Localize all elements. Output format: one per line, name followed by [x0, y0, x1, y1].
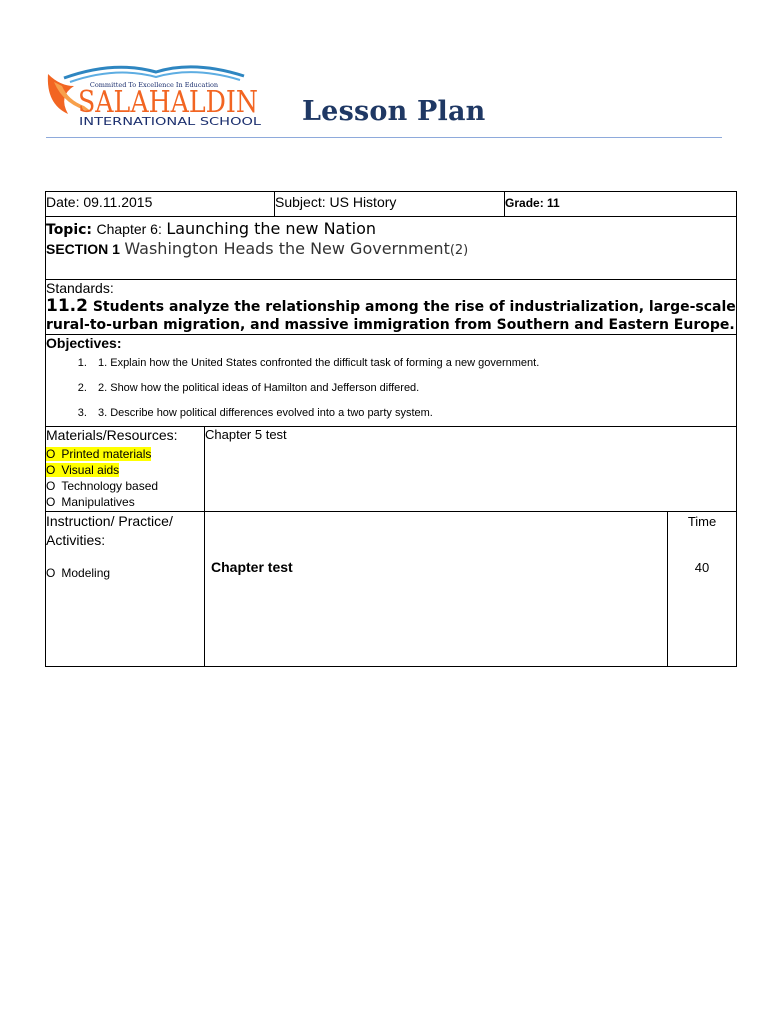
logo-subname: INTERNATIONAL SCHOOL: [79, 116, 262, 128]
materials-cell: [46, 427, 205, 512]
topic-title: Launching the new Nation: [166, 219, 376, 238]
topic-row: [46, 217, 737, 280]
modeling-item: [46, 566, 204, 580]
materials-row: [46, 427, 737, 512]
bullet-circle-icon: O: [46, 495, 56, 509]
bullet-circle-icon: O: [46, 566, 56, 580]
instruction-label-line: Instruction/ Practice/: [46, 513, 173, 529]
activity-text: Chapter test: [211, 559, 293, 575]
standard-number: 11.2: [46, 296, 88, 316]
section-label: SECTION 1: [46, 241, 120, 257]
objective-item: 2. 2. Show how the political ideas of Hamilton and Jefferson differed.: [90, 382, 736, 395]
grade-cell: [505, 192, 737, 217]
subject-text: Subject: US History: [275, 194, 397, 210]
standard-text: [46, 297, 736, 334]
material-label: Printed materials: [61, 447, 152, 461]
subject-cell: [275, 192, 505, 217]
standards-cell: [46, 280, 737, 335]
school-logo: [44, 56, 262, 132]
bullet-circle-icon: O: [46, 447, 56, 461]
topic-line: [46, 219, 736, 238]
time-label: Time: [687, 514, 717, 529]
date-text: Date: 09.11.2015: [46, 194, 153, 210]
info-row: [46, 192, 737, 217]
materials-label: Materials/Resources:: [46, 427, 178, 443]
materials-note: Chapter 5 test: [205, 427, 287, 442]
material-item: [46, 478, 204, 494]
instruction-cell: [46, 512, 205, 667]
standard-description: Students analyze the relationship among the rise of industrialization, large-scale rural-to-urban migration, and massive immigration from Southern and Eastern Europe.: [46, 299, 736, 333]
section-line: [46, 239, 736, 258]
activity-cell: [205, 512, 668, 667]
section-suffix: (2): [449, 243, 469, 258]
time-value: 40: [694, 560, 710, 575]
material-item: [46, 494, 204, 510]
objective-item: 1. 1. Explain how the United States confronted the difficult task of forming a new government.: [90, 357, 736, 370]
material-label: Visual aids: [61, 463, 120, 477]
material-item: [46, 462, 204, 478]
page-title: Lesson Plan: [302, 96, 486, 127]
logo-tagline: Committed To Excellence In Education: [89, 81, 219, 89]
materials-list: [46, 446, 204, 510]
objectives-row: [46, 335, 737, 427]
material-item: [46, 446, 204, 462]
objectives-cell: [46, 335, 737, 427]
standards-label: Standards:: [46, 280, 114, 296]
material-label: Technology based: [61, 479, 159, 493]
grade-text: Grade: 11: [505, 196, 560, 210]
bullet-circle-icon: O: [46, 463, 56, 477]
instruction-label: [46, 512, 204, 550]
material-label: Manipulatives: [61, 495, 135, 509]
materials-note-cell: [205, 427, 737, 512]
header-divider: [46, 137, 722, 138]
instruction-row: [46, 512, 737, 667]
objective-item: 3. 3. Describe how political differences evolved into a two party system.: [90, 407, 736, 420]
objectives-list: [46, 357, 736, 420]
time-cell: [668, 512, 737, 667]
standards-row: [46, 280, 737, 335]
instruction-label-line: Activities:: [46, 532, 106, 548]
date-cell: [46, 192, 275, 217]
bullet-circle-icon: O: [46, 479, 56, 493]
topic-label: Topic:: [46, 222, 93, 238]
lesson-plan-table: [45, 191, 737, 667]
topic-cell: [46, 217, 737, 280]
topic-chapter: Chapter 6:: [96, 221, 162, 237]
logo-name: SALAHALDIN: [78, 85, 258, 120]
modeling-label: Modeling: [61, 566, 111, 580]
section-title: Washington Heads the New Government: [124, 239, 450, 258]
objectives-label: Objectives:: [46, 335, 122, 351]
